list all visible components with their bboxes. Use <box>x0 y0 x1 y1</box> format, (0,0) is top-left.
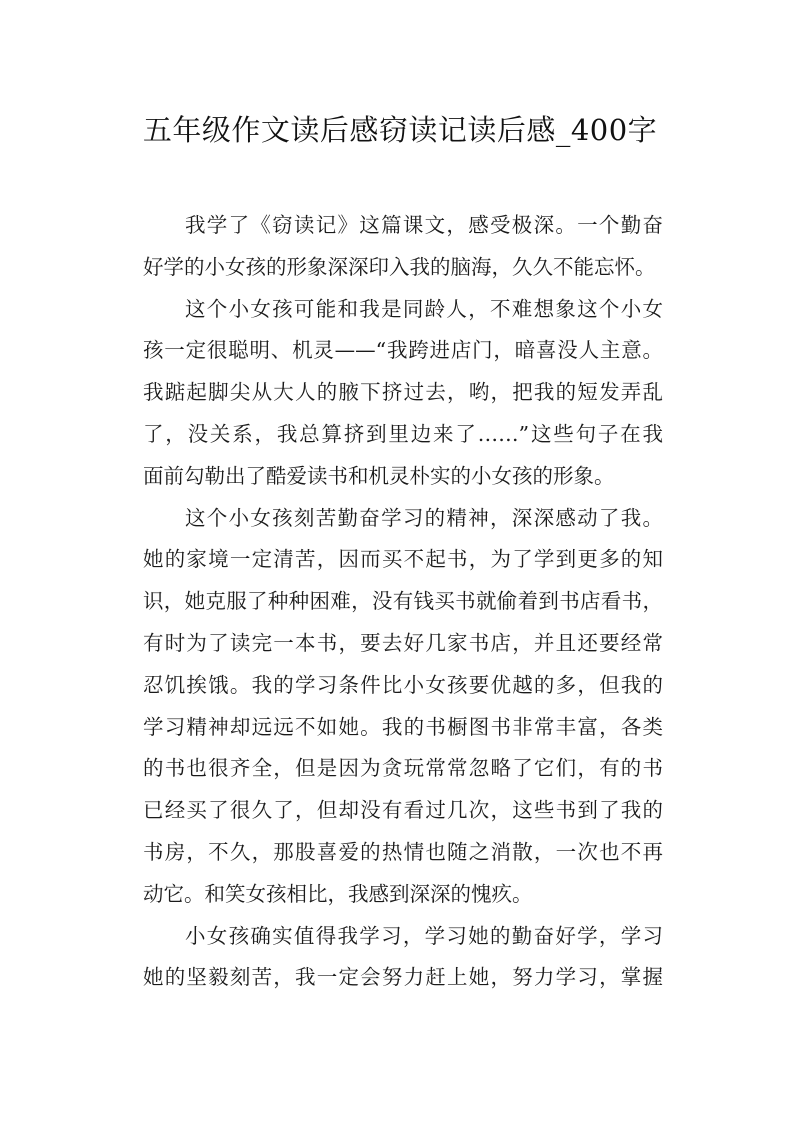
document-title: 五年级作文读后感窃读记读后感_400字 <box>142 113 658 147</box>
text-line: 动它。和笑女孩相比，我感到深深的愧疚。 <box>143 881 533 906</box>
text-line: 书房，不久，那股喜爱的热情也随之消散，一次也不再 <box>143 839 663 864</box>
text-line: 已经买了很久了，但却没有看过几次，这些书到了我的 <box>143 798 663 823</box>
text-line: 学习精神却远远不如她。我的书橱图书非常丰富，各类 <box>143 714 663 739</box>
text-line: 孩一定很聪明、机灵——“我跨进店门，暗喜没人主意。 <box>143 338 663 363</box>
text-line: 有时为了读完一本书，要去好几家书店，并且还要经常 <box>143 630 663 655</box>
text-line: 小女孩确实值得我学习，学习她的勤奋好学，学习 <box>185 923 663 948</box>
text-line: 她的家境一定清苦，因而买不起书，为了学到更多的知 <box>143 547 663 572</box>
text-line: 的书也很齐全，但是因为贪玩常常忽略了它们，有的书 <box>143 756 663 781</box>
text-line: 识，她克服了种种困难，没有钱买书就偷着到书店看书， <box>143 589 663 614</box>
text-line: 她的坚毅刻苦，我一定会努力赶上她，努力学习，掌握 <box>143 965 663 990</box>
text-line: 了，没关系，我总算挤到里边来了……”这些句子在我 <box>143 421 663 446</box>
text-line: 这个小女孩刻苦勤奋学习的精神，深深感动了我。 <box>185 505 663 530</box>
text-line: 我学了《窃读记》这篇课文，感受极深。一个勤奋 <box>185 213 663 237</box>
text-line: 面前勾勒出了酷爱读书和机灵朴实的小女孩的形象。 <box>143 463 615 488</box>
text-line: 好学的小女孩的形象深深印入我的脑海，久久不能忘怀。 <box>143 254 656 279</box>
text-line: 这个小女孩可能和我是同龄人，不难想象这个小女 <box>185 296 663 321</box>
text-line: 忍饥挨饿。我的学习条件比小女孩要优越的多，但我的 <box>143 672 663 697</box>
text-line: 我踮起脚尖从大人的腋下挤过去，哟，把我的短发弄乱 <box>143 380 663 405</box>
document-body <box>143 205 663 999</box>
